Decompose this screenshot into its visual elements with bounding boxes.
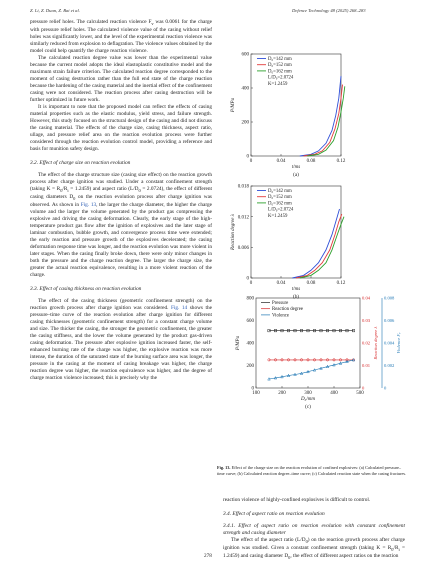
legend-entry: K=1.2459 xyxy=(268,213,288,219)
y-tick-label: 0.012 xyxy=(237,215,249,221)
y-axis-label: Reaction degree λ xyxy=(231,214,236,250)
y-tick-label-right2: 0.004 xyxy=(384,340,395,346)
y-tick-label-right1: 0 xyxy=(362,385,365,391)
legend-entry: Reaction degree xyxy=(272,307,304,313)
legend-entry: D₀=162 mm xyxy=(268,201,292,207)
plot-frame xyxy=(251,186,341,278)
legend-entry: L/D₀=2.0724 xyxy=(268,207,294,213)
section-heading: 3.3. Effect of casing thickness on reaction evolution xyxy=(30,286,142,293)
y-tick-label-left: 600 xyxy=(246,319,254,325)
x-tick-label: 0 xyxy=(249,159,253,164)
x-axis-label: D₀/mm xyxy=(301,397,315,402)
series-line-1 xyxy=(300,76,341,156)
y-tick-label-right2: 0.008 xyxy=(384,295,395,301)
x-axis-label: t/ms xyxy=(291,165,301,170)
figure-caption: Fig. 13. Effect of the charge size on the reaction evolution of confined explosives: (a) Calculated pressure–time curve; (b) Calculated reaction degree–time curve; (c) Calculated reaction state when the casing fractures. xyxy=(217,465,407,476)
y-axis-label-right1: Reaction degree λ xyxy=(373,326,378,360)
page-number: 278 xyxy=(204,553,212,559)
x-tick-label: 0.12 xyxy=(336,159,346,164)
y-tick-label-right2: 0 xyxy=(384,385,387,391)
legend-entry: D₀=152 mm xyxy=(268,195,292,201)
paragraph: reaction violence of highly-confined explosives is difficult to control. xyxy=(223,497,371,503)
y-tick-label-left: 800 xyxy=(246,296,254,302)
legend-entry: Violence xyxy=(272,313,290,319)
running-header-authors: Z. Li, Z. Duan, Z. Bai et al. xyxy=(30,8,80,13)
x-tick-label: 200 xyxy=(278,391,286,396)
y-tick-label-left: 400 xyxy=(246,341,254,347)
y-tick-label-right1: 0.03 xyxy=(362,318,371,324)
legend-entry: D₀=142 mm xyxy=(268,189,292,194)
y-axis-label: P/MPa xyxy=(236,335,241,351)
y-tick-label-right2: 0.002 xyxy=(384,363,395,369)
paragraph: The effect of the aspect ratio $(L/D_0)$ on the reaction growth process after charge ignition was studied. Given a constant confinement strength (taking $K = R_0/R_i = 1.2459$) and casing diameter $D_0$, the effect of different aspect ratios on the reaction xyxy=(223,537,406,561)
y-tick-label-right1: 0.02 xyxy=(362,340,371,346)
figure-link[interactable]: Fig. 14 xyxy=(170,305,188,312)
x-tick-label: 0.04 xyxy=(276,281,286,286)
y-tick-label: 0.006 xyxy=(237,246,249,252)
y-tick-label: 200 xyxy=(241,120,249,126)
x-axis-label: t/ms xyxy=(291,287,301,292)
x-tick-label: 0.08 xyxy=(306,159,316,164)
legend-entry: Pressure xyxy=(272,301,289,306)
y-tick-label: 0 xyxy=(246,154,249,160)
x-tick-label: 0.08 xyxy=(306,281,316,286)
x-tick-label: 400 xyxy=(330,391,338,396)
legend-entry: K=1.2459 xyxy=(268,81,288,87)
panel-label: (a) xyxy=(293,172,299,178)
legend-entry: D₀=152 mm xyxy=(268,63,292,69)
y-tick-label: 0.018 xyxy=(237,184,249,190)
x-tick-label: 0 xyxy=(249,281,253,286)
paragraph: The effect of the charge structure size (casing size effect) on the reaction growth process after charge ignition was studied. Under a constant confinement strength (taking $K = R_0/R_i = 1.2459$) and aspect ratio $(L/D_0 = 2.0724)$, the effect of different casing diameters $D_0$ on the reaction evolution process after charge ignition was observed. As shown in Fig. 13, the larger the charge diameter, the higher the charge volume and the larger the volume generated by the product gas compressing the explosive and driving the casing deformation. Clearly, the early stage of the high-temperature product gas flow after the ignition of explosives and the later stage of laminar combustion, bubble growth, and convergence process time were extended; the early reaction and pressure growth of the explosives decelerated; the casing deformation response time was longer, and the reaction evolution was more violent in later stages. When the casing finally broke down, there were only minor changes in both the pressure and the charge reaction degree. The larger the charge size, the greater the actual reaction equivalence, resulting in a more violent reaction of the charge. xyxy=(30,172,213,279)
figure-link[interactable]: Fig. 13 xyxy=(80,202,97,209)
paragraph: The calculated reaction degree value was lower than the experimental value because the current model adopts the ideal elastoplastic constitutive model and the maximum strain failure criterion. The calculated reaction degree corresponded to the moment of casing destruction rather than the full end state of the charge reaction because the hardening of the casing material and the inertial effect of the confinement casing were not considered. The reaction process after casing destruction will be further optimized in future work. xyxy=(30,55,212,104)
figure-13 xyxy=(216,14,412,444)
paragraph: It is important to note that the proposed model can reflect the effects of casing material properties such as the elastic modulus, yield stress, and failure strength. However, this study focused on the structural design of the casing and did not discuss the casing material. The effects of the charge size, casing thickness, aspect ratio, ullage, and pressure relief area on the reaction evolution process were further considered through the reaction evolution control model, providing a reference and basis for munition safety design. xyxy=(30,104,212,153)
left-column xyxy=(30,19,212,382)
y-tick-label-left: 0 xyxy=(251,386,254,392)
y-tick-label-right1: 0.01 xyxy=(362,363,371,369)
y-tick-label-left: 200 xyxy=(246,364,254,370)
series-line-2 xyxy=(304,85,343,156)
legend-entry: D₀=162 mm xyxy=(268,69,292,75)
y-tick-label: 0 xyxy=(246,276,249,282)
y-tick-label: 400 xyxy=(241,86,249,92)
paragraph: pressure relief holes. The calculated reaction violence $F_v$ was 0.0061 for the charge with pressure relief holes. The calculated violence value of the casing without relief holes was significantly lower, and the level of the experimental reaction violence was similarly reduced from explosion to deflagration. The violence values obtained by the model could help quantify the charge reaction violence. xyxy=(30,19,212,55)
legend-entry: D₀=142 mm xyxy=(268,57,292,62)
x-tick-label: 0.12 xyxy=(336,281,346,286)
y-tick-label-right2: 0.006 xyxy=(384,318,395,324)
right-column xyxy=(223,497,405,561)
panel-label: (c) xyxy=(305,404,311,410)
legend-entry: L/D₀=2.0724 xyxy=(268,75,294,81)
x-tick-label: 300 xyxy=(304,391,312,396)
paragraph: The effect of the casing thickness (geometric confinement strength) on the reaction growth process after charge ignition was considered. Fig. 14 shows the pressure–time curve of the reaction evolution after charge ignition for different casing thicknesses (geometric confinement strength) for a constant charge volume and size. The thicker the casing, the stronger the geometric confinement, the greater the casing stiffness, and the lower the volume generated by the product gas-driven casing deformation. The pressure after explosive ignition increased faster, the self-enhanced burning rate of the charge was higher, the explosive reaction was more intense, the duration of the saturated state of the burning surface area was longer, the pressure in the casing at the moment of casing breakage was higher, the charge reaction degree was higher, the reaction equivalence was higher, and the degree of charge reaction violence increased; this is precisely why the xyxy=(30,298,212,382)
y-axis-label: P/MPa xyxy=(231,97,236,113)
y-tick-label: 600 xyxy=(241,52,249,58)
x-tick-label: 500 xyxy=(356,391,364,396)
figure-13-plots xyxy=(216,14,412,444)
x-tick-label: 100 xyxy=(252,391,260,396)
panel-label: (b) xyxy=(292,294,300,300)
y-axis-label-right2: Violence Fᵥ xyxy=(396,332,401,354)
running-header-journal: Defence Technology 48 (2025) 268–283 xyxy=(292,8,366,13)
section-heading: 3.4. Effect of aspect ratio on reaction evolution xyxy=(223,511,325,517)
section-heading: 3.2. Effect of charge size on reaction evolution xyxy=(30,160,131,167)
subsection-heading: 3.4.1. Effect of aspect ratio on reaction evolution with constant confinement strength and casing diameter xyxy=(223,523,405,536)
x-tick-label: 0.04 xyxy=(276,159,286,164)
y-tick-label-right1: 0.04 xyxy=(362,295,371,301)
